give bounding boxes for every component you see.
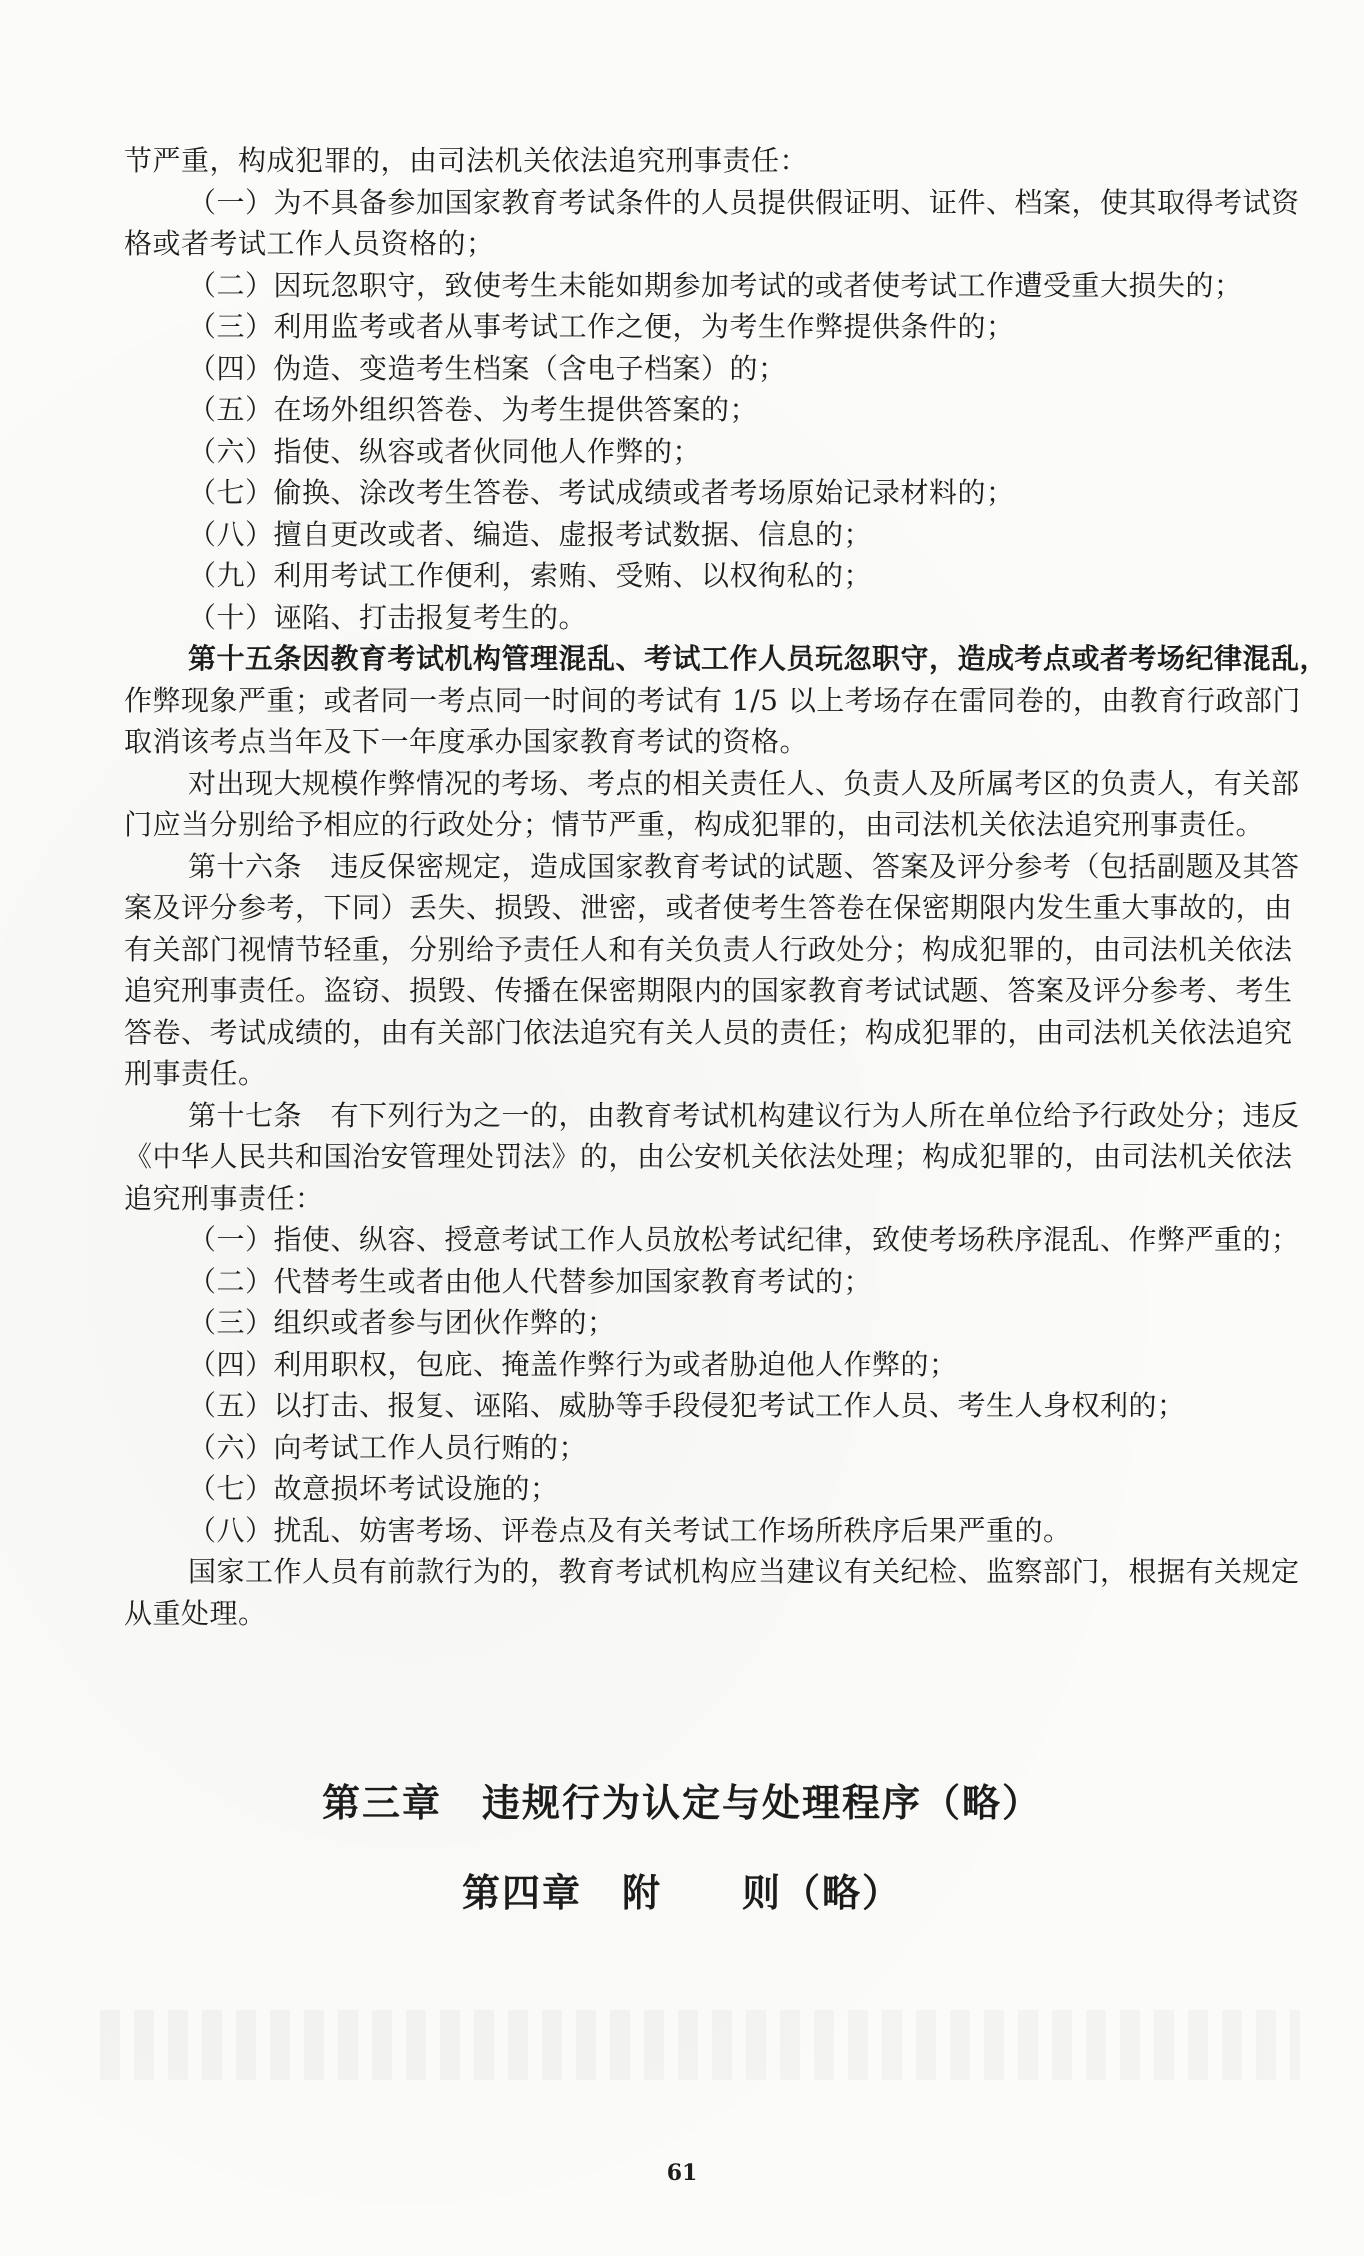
text-line: 有关部门视情节轻重，分别给予责任人和有关负责人行政处分；构成犯罪的，由司法机关依法 <box>124 932 1293 966</box>
chapter-3-heading: 第三章 违规行为认定与处理程序（略） <box>321 1781 1042 1825</box>
list-item: （八）扰乱、妨害考场、评卷点及有关考试工作场所秩序后果严重的。 <box>188 1513 1072 1547</box>
list-item: （六）指使、纵容或者伙同他人作弊的； <box>188 434 702 468</box>
list-item: （九）利用考试工作便利，索贿、受贿、以权徇私的； <box>188 559 873 592</box>
list-item: （一）指使、纵容、授意考试工作人员放松考试纪律，致使考场秩序混乱、作弊严重的； <box>188 1223 1300 1256</box>
body-text <box>124 140 1329 1634</box>
list-item: （七）偷换、涂改考生答卷、考试成绩或者考场原始记录材料的； <box>188 476 1015 509</box>
text-line: 从重处理。 <box>124 1596 267 1630</box>
list-item: （二）因玩忽职守，致使考生未能如期参加考试的或者使考试工作遭受重大损失的； <box>188 268 1243 302</box>
text-line: 刑事责任。 <box>124 1057 267 1090</box>
text-line: 取消该考点当年及下一年度承办国家教育考试的资格。 <box>124 725 809 758</box>
text-line: 门应当分别给予相应的行政处分；情节严重，构成犯罪的，由司法机关依法追究刑事责任。 <box>124 808 1265 841</box>
page-number: 61 <box>666 2160 698 2186</box>
text-line: 《中华人民共和国治安管理处罚法》的，由公安机关依法处理；构成犯罪的，由司法机关依法 <box>124 1140 1293 1173</box>
list-item: （二）代替考生或者由他人代替参加国家教育考试的； <box>188 1264 873 1298</box>
text-line: 格或者考试工作人员资格的； <box>124 227 495 260</box>
list-item: （三）利用监考或者从事考试工作之便，为考生作弊提供条件的； <box>188 310 1015 343</box>
article-15-line: 第十五条因教育考试机构管理混乱、考试工作人员玩忽职守，造成考点或者考场纪律混乱， <box>188 642 1329 675</box>
list-item: （一）为不具备参加国家教育考试条件的人员提供假证明、证件、档案，使其取得考试资 <box>188 185 1300 219</box>
chapter-4-heading: 第四章 附 则（略） <box>461 1871 902 1915</box>
text-line: 答卷、考试成绩的，由有关部门依法追究有关人员的责任；构成犯罪的，由司法机关依法追究 <box>124 1015 1293 1049</box>
paragraph-start: 对出现大规模作弊情况的考场、考点的相关责任人、负责人及所属考区的负责人，有关部 <box>188 766 1300 800</box>
article-16-line: 第十六条 违反保密规定，造成国家教育考试的试题、答案及评分参考（包括副题及其答 <box>188 849 1300 883</box>
list-item: （六）向考试工作人员行贿的； <box>188 1430 588 1464</box>
list-item: （四）伪造、变造考生档案（含电子档案）的； <box>188 351 787 385</box>
article-17-line: 第十七条 有下列行为之一的，由教育考试机构建议行为人所在单位给予行政处分；违反 <box>188 1098 1300 1132</box>
text-line: 追究刑事责任： <box>124 1181 324 1215</box>
list-item: （七）故意损坏考试设施的； <box>188 1472 559 1505</box>
list-item: （四）利用职权，包庇、掩盖作弊行为或者胁迫他人作弊的； <box>188 1347 958 1381</box>
list-item: （十）诬陷、打击报复考生的。 <box>188 600 588 634</box>
list-item: （五）在场外组织答卷、为考生提供答案的； <box>188 393 759 426</box>
text-line: 节严重，构成犯罪的，由司法机关依法追究刑事责任： <box>124 144 809 177</box>
list-item: （八）擅自更改或者、编造、虚报考试数据、信息的； <box>188 517 873 551</box>
text-line: 追究刑事责任。盗窃、损毁、传播在保密期限内的国家教育考试试题、答案及评分参考、考生 <box>124 974 1293 1007</box>
text-line: 作弊现象严重；或者同一考点同一时间的考试有 1/5 以上考场存在雷同卷的，由教育行政部门 <box>124 683 1301 717</box>
list-item: （五）以打击、报复、诬陷、威胁等手段侵犯考试工作人员、考生人身权利的； <box>188 1389 1186 1422</box>
text-line: 案及评分参考，下同）丢失、损毁、泄密，或者使考生答卷在保密期限内发生重大事故的，由 <box>124 891 1293 924</box>
show-through-text <box>100 2010 1300 2080</box>
paragraph-start: 国家工作人员有前款行为的，教育考试机构应当建议有关纪检、监察部门，根据有关规定 <box>188 1555 1300 1588</box>
list-item: （三）组织或者参与团伙作弊的； <box>188 1306 616 1339</box>
